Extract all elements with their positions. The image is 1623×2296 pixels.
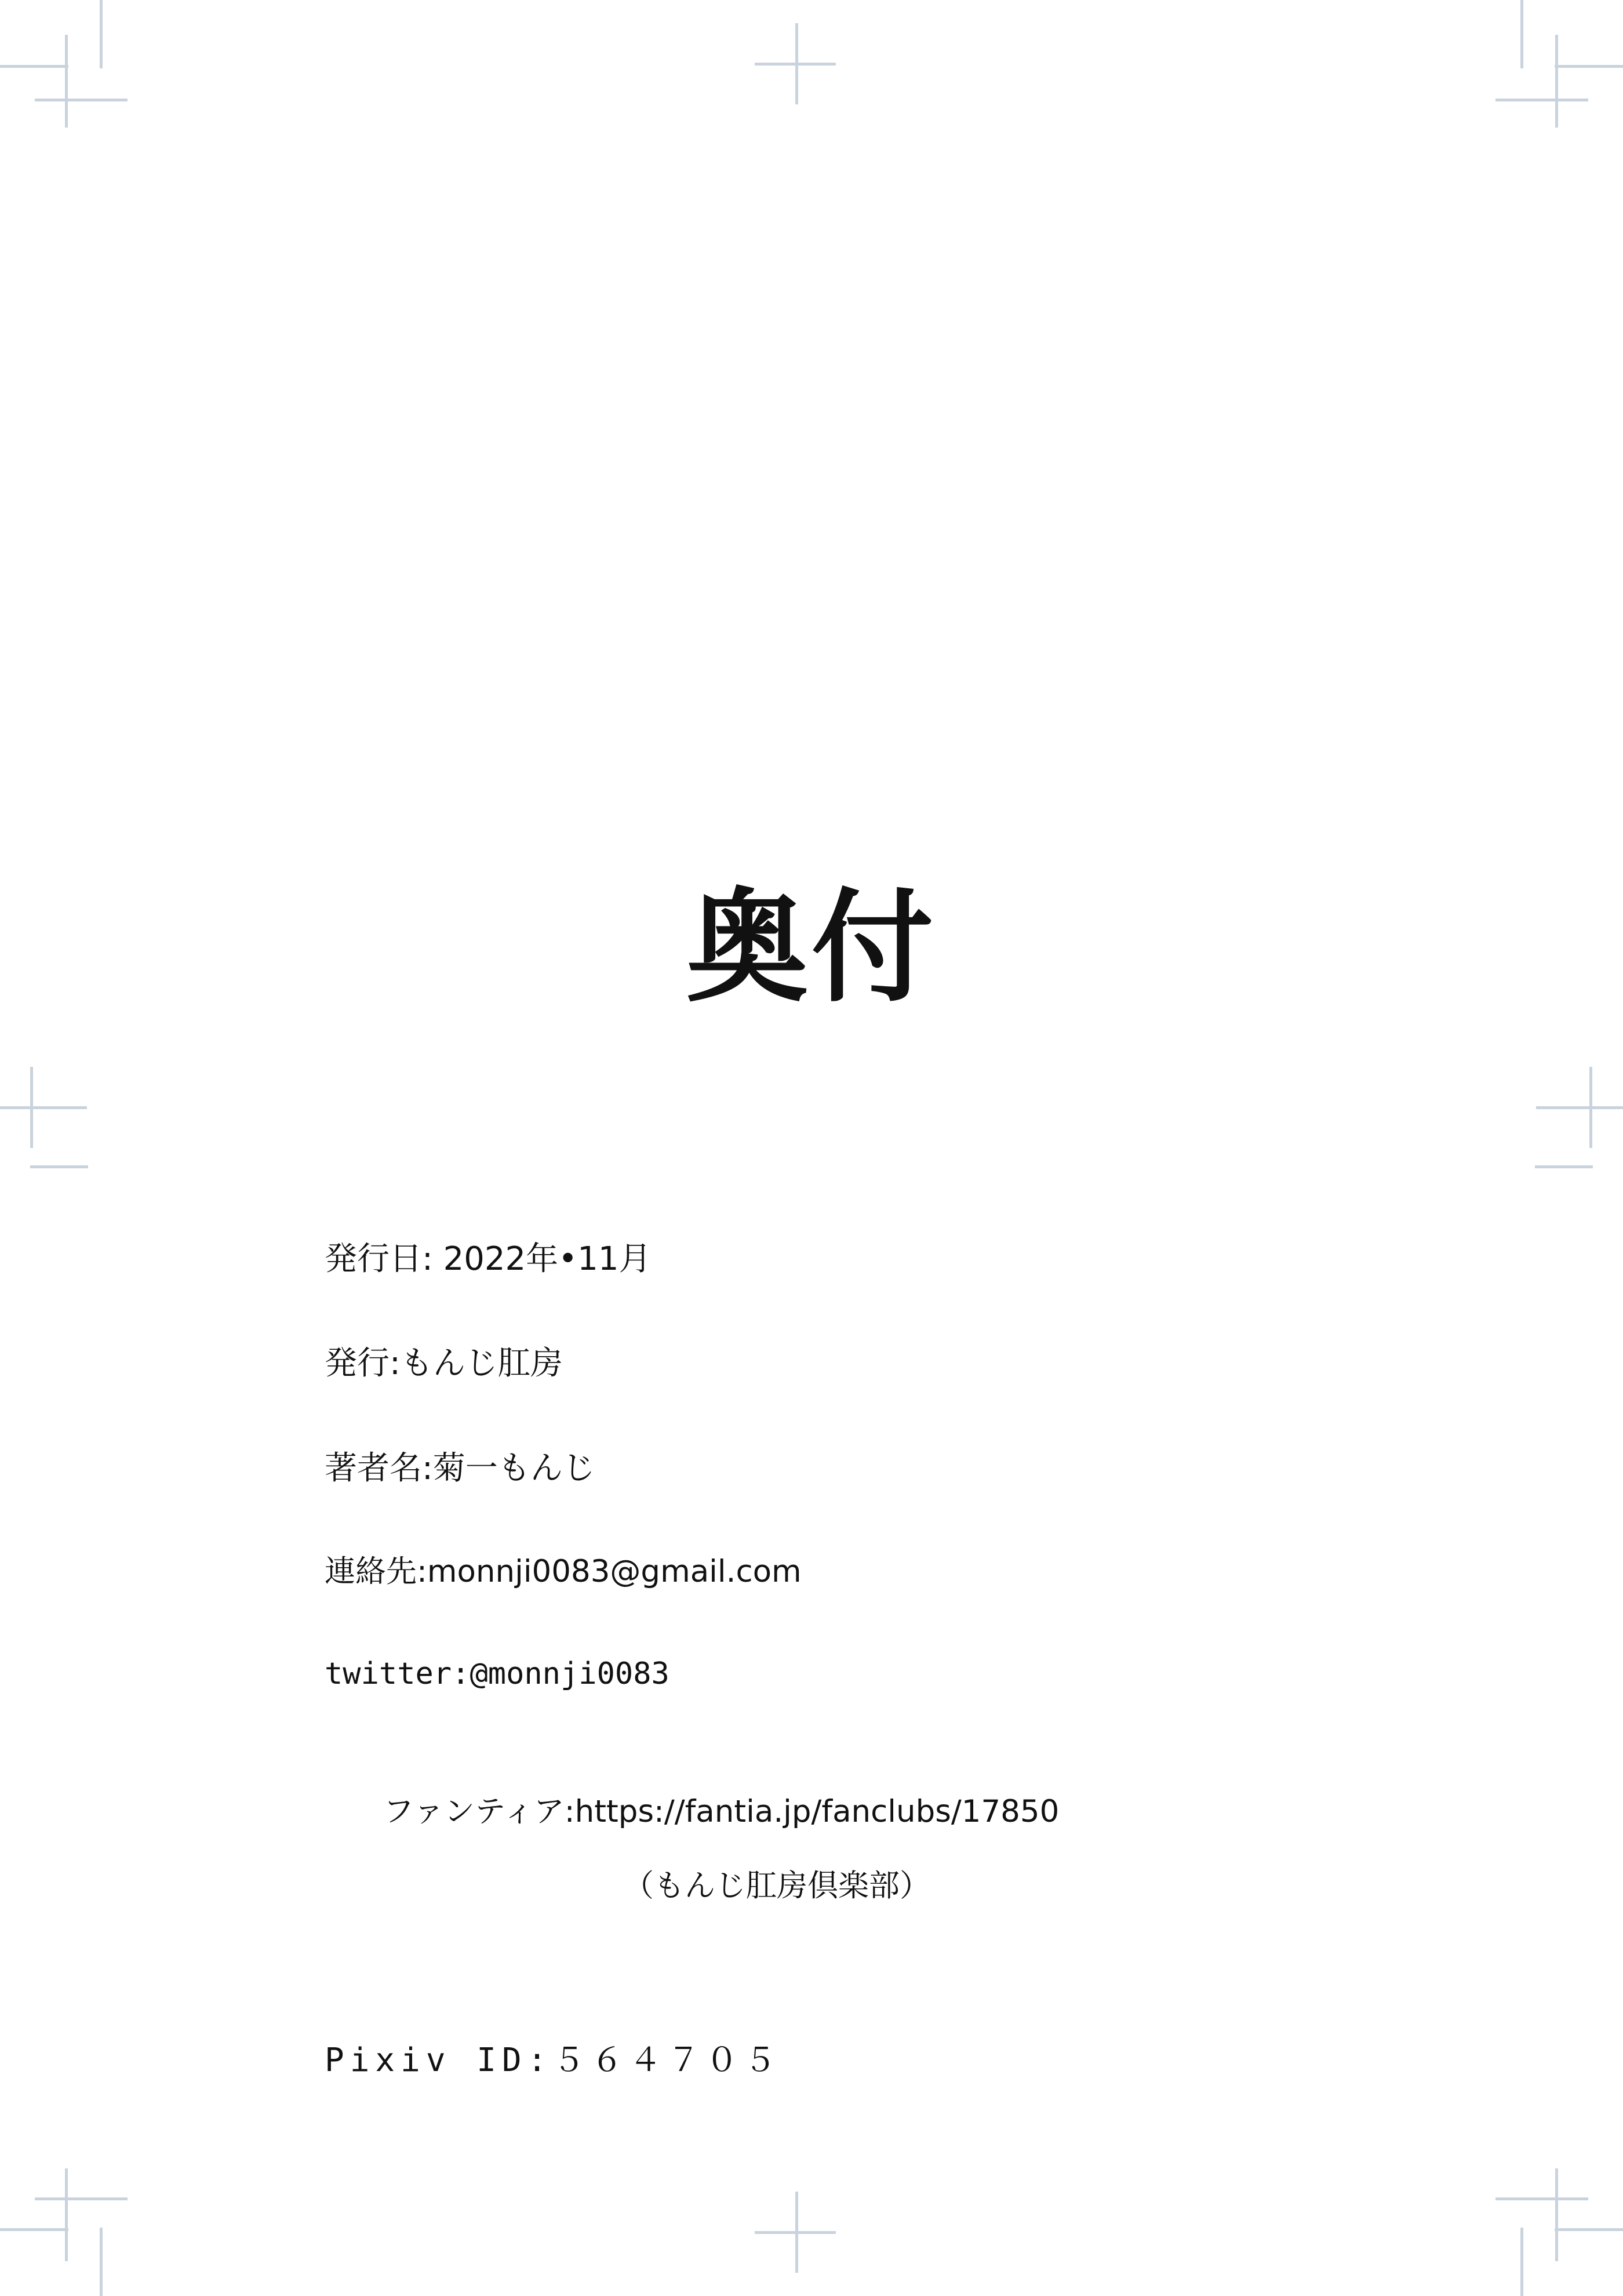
contact-email: 連絡先:monnji0083@gmail.com	[325, 1554, 802, 1590]
fantia-link-text: ファンティア:https://fantia.jp/fanclubs/17850	[383, 1793, 1060, 1829]
crop-mark-line	[35, 2197, 128, 2200]
publisher: 発行:もんじ肛房	[325, 1345, 563, 1383]
colophon-info-list	[325, 1241, 1426, 2079]
fantia-link	[325, 1759, 1426, 1975]
crop-mark-line	[1495, 99, 1588, 101]
crop-mark-line	[0, 2228, 68, 2231]
crop-mark-line	[1555, 35, 1558, 128]
registration-mark-line	[30, 1165, 88, 1168]
registration-mark-line	[1536, 1106, 1623, 1109]
fantia-club-name: （もんじ肛房倶楽部）	[623, 1868, 930, 1903]
crop-mark-line	[0, 65, 68, 68]
crop-mark-line	[100, 2228, 103, 2296]
registration-mark-line	[0, 1106, 87, 1109]
crop-mark-line	[1555, 65, 1623, 68]
publication-date: 発行日: 2022年•11月	[325, 1240, 652, 1278]
crop-mark-line	[100, 0, 103, 68]
crop-mark-line	[65, 35, 68, 128]
pixiv-id: Pixiv ID:５６４７０５	[325, 2041, 783, 2079]
crop-mark-line	[65, 2168, 68, 2261]
crop-mark-line	[35, 99, 128, 101]
page-title: 奥付	[686, 877, 937, 1019]
crop-mark-line	[1520, 2228, 1523, 2296]
twitter-handle: twitter:@monnji0083	[325, 1656, 669, 1692]
crop-mark-line	[1495, 2197, 1588, 2200]
crop-mark-line	[1555, 2228, 1623, 2231]
crop-mark-line	[1555, 2168, 1558, 2261]
registration-mark-line	[755, 63, 836, 66]
crop-mark-line	[1520, 0, 1523, 68]
registration-mark-line	[755, 2231, 836, 2234]
author-name: 著者名:菊一もんじ	[325, 1449, 595, 1487]
registration-mark-line	[1535, 1165, 1593, 1168]
